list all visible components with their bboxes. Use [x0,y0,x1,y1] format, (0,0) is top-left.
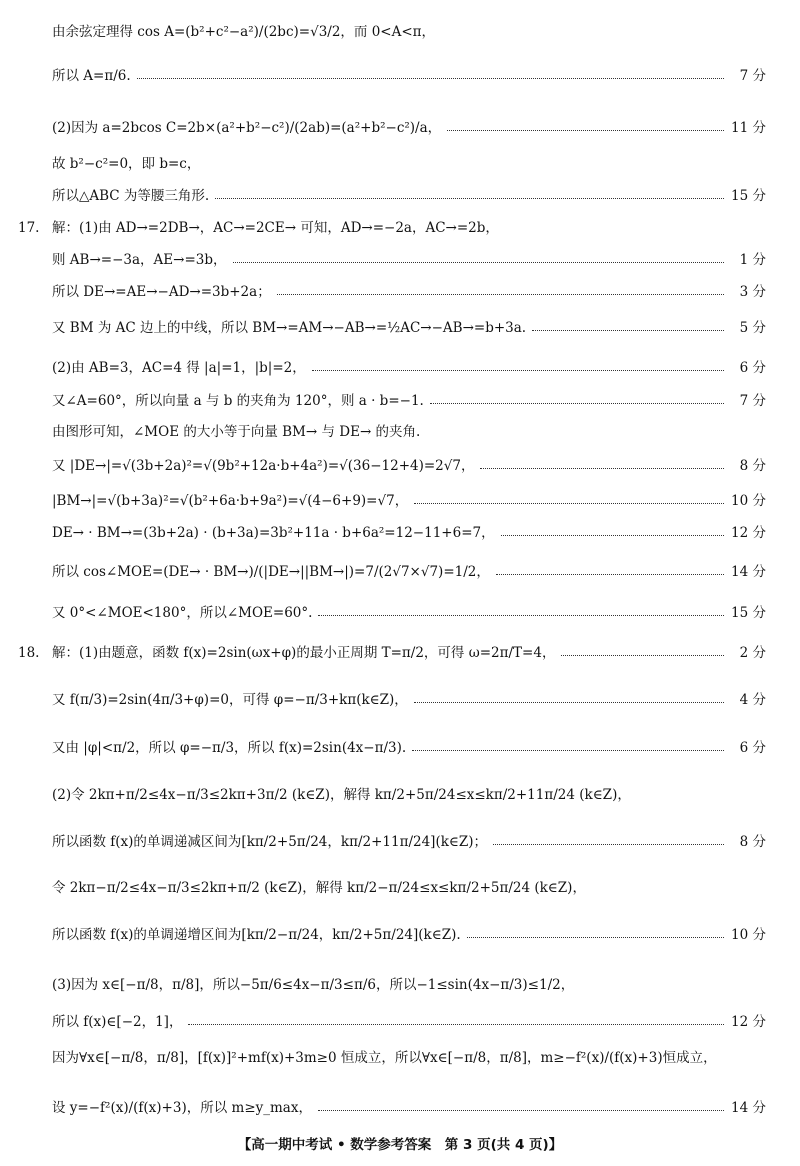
solution-text: 又∠A=60°，所以向量 a 与 b 的夹角为 120°，则 a · b=−1. [52,393,424,409]
solution-text: DE→ · BM→=(3b+2a) · (b+3a)=3b²+11a · b+6a²=12−11+6=7， [52,525,495,541]
score-points: 7 分 [739,393,766,409]
solution-text: 故 b²−c²=0，即 b=c， [52,156,201,172]
solution-text: 所以 f(x)∈[−2，1]， [52,1014,183,1030]
solution-line [52,22,435,42]
score-points: 3 分 [739,284,766,300]
solution-text: 所以函数 f(x)的单调递增区间为[kπ/2−π/24，kπ/2+5π/24](k∈Z). [52,927,461,943]
solution-text: 又 f(π/3)=2sin(4π/3+φ)=0，可得 φ=−π/3+kπ(k∈Z)， [52,692,408,708]
dot-leader [414,503,724,504]
solution-line [52,738,766,758]
solution-line [52,118,766,138]
score-points: 1 分 [739,252,766,268]
dot-leader [447,130,724,131]
solution-line [52,925,766,945]
dot-leader [233,262,725,263]
score-points: 5 分 [739,320,766,336]
score-points: 2 分 [739,645,766,661]
dot-leader [318,1110,724,1111]
solution-text: 设 y=−f²(x)/(f(x)+3)，所以 m≥y_max， [52,1100,312,1116]
score-points: 6 分 [739,740,766,756]
dot-leader [480,468,724,469]
solution-text: (2)令 2kπ+π/2≤4x−π/3≤2kπ+3π/2 (k∈Z)，解得 kπ/2+5π/24≤x≤kπ/2+11π/24 (k∈Z)， [52,787,631,803]
dot-leader [318,615,724,616]
score-points: 6 分 [739,360,766,376]
solution-line [52,422,420,442]
solution-line [52,975,574,995]
score-points: 12 分 [731,525,766,541]
solution-line [52,1012,766,1032]
solution-text: (2)因为 a=2bcos C=2b×(a²+b²−c²)/(2ab)=(a²+b²−c²)/a， [52,120,442,136]
solution-text: 则 AB→=−3a，AE→=3b， [52,252,227,268]
score-points: 10 分 [731,493,766,509]
score-points: 14 分 [731,564,766,580]
page-footer: 【高一期中考试 • 数学参考答案 第 3 页(共 4 页)】 [237,1137,563,1153]
dot-leader [467,937,724,938]
solution-text: 所以 DE→=AE→−AD→=3b+2a； [52,284,271,300]
score-points: 14 分 [731,1100,766,1116]
solution-line [52,785,631,805]
dot-leader [414,702,724,703]
solution-text: 所以 A=π/6. [52,68,131,84]
score-points: 8 分 [739,834,766,850]
dot-leader [532,330,724,331]
dot-leader [412,750,724,751]
score-points: 4 分 [739,692,766,708]
solution-text: 令 2kπ−π/2≤4x−π/3≤2kπ+π/2 (k∈Z)，解得 kπ/2−π/24≤x≤kπ/2+5π/24 (k∈Z)， [52,880,586,896]
solution-line [52,456,766,476]
solution-line [52,250,766,270]
solution-line [18,218,499,238]
dot-leader [561,655,724,656]
question-number: 18. [18,645,40,661]
solution-text: 因为∀x∈[−π/8，π/8]，[f(x)]²+mf(x)+3m≥0 恒成立，所以∀x∈[−π/8，π/8]，m≥−f²(x)/(f(x)+3)恒成立， [52,1050,717,1066]
solution-text: 解：(1)由 AD→=2DB→，AC→=2CE→ 可知，AD→=−2a，AC→=2b， [52,220,499,236]
dot-leader [501,535,724,536]
solution-line [52,391,766,411]
dot-leader [188,1024,724,1025]
solution-text: (2)由 AB=3，AC=4 得 |a|=1，|b|=2， [52,360,306,376]
solution-text: 又 0°<∠MOE<180°，所以∠MOE=60°. [52,605,313,621]
dot-leader [312,370,724,371]
score-points: 7 分 [739,68,766,84]
solution-line [52,832,766,852]
solution-line [52,1098,766,1118]
solution-text: 又由 |φ|<π/2，所以 φ=−π/3，所以 f(x)=2sin(4x−π/3). [52,740,407,756]
solution-text: (3)因为 x∈[−π/8，π/8]，所以−5π/6≤4x−π/3≤π/6，所以−1≤sin(4x−π/3)≤1/2， [52,977,575,993]
solution-text: 又 |DE→|=√(3b+2a)²=√(9b²+12a·b+4a²)=√(36−12+4)=2√7， [52,458,475,474]
score-points: 15 分 [731,188,766,204]
score-points: 10 分 [731,927,766,943]
dot-leader [137,78,724,79]
question-number: 17. [18,220,40,236]
solution-line [52,186,766,206]
solution-line [52,1048,717,1068]
solution-line [52,523,766,543]
solution-text: 由余弦定理得 cos A=(b²+c²−a²)/(2bc)=√3/2，而 0<A<π， [52,24,436,40]
solution-line [18,643,766,663]
score-points: 11 分 [731,120,766,136]
dot-leader [430,403,724,404]
solution-line [52,282,766,302]
solution-text: 所以△ABC 为等腰三角形. [52,188,210,204]
solution-line [52,562,766,582]
dot-leader [493,844,724,845]
solution-line [52,690,766,710]
dot-leader [215,198,724,199]
solution-line [52,66,766,86]
solution-line [52,603,766,623]
solution-text: 所以 cos∠MOE=(DE→ · BM→)/(|DE→||BM→|)=7/(2√7×√7)=1/2， [52,564,490,580]
dot-leader [277,294,724,295]
solution-line [52,358,766,378]
solution-text: 所以函数 f(x)的单调递减区间为[kπ/2+5π/24，kπ/2+11π/24](k∈Z)； [52,834,488,850]
score-points: 12 分 [731,1014,766,1030]
solution-text: 由图形可知，∠MOE 的大小等于向量 BM→ 与 DE→ 的夹角. [52,424,421,440]
solution-text: |BM→|=√(b+3a)²=√(b²+6a·b+9a²)=√(4−6+9)=√7， [52,493,409,509]
solution-line [52,878,586,898]
solution-line [52,154,200,174]
score-points: 8 分 [739,458,766,474]
solution-line [52,318,766,338]
solution-line [52,491,766,511]
score-points: 15 分 [731,605,766,621]
solution-text: 又 BM 为 AC 边上的中线，所以 BM→=AM→−AB→=½AC→−AB→=b+3a. [52,320,527,336]
solution-text: 解：(1)由题意，函数 f(x)=2sin(ωx+φ)的最小正周期 T=π/2，可得 ω=2π/T=4， [52,645,556,661]
dot-leader [496,574,724,575]
